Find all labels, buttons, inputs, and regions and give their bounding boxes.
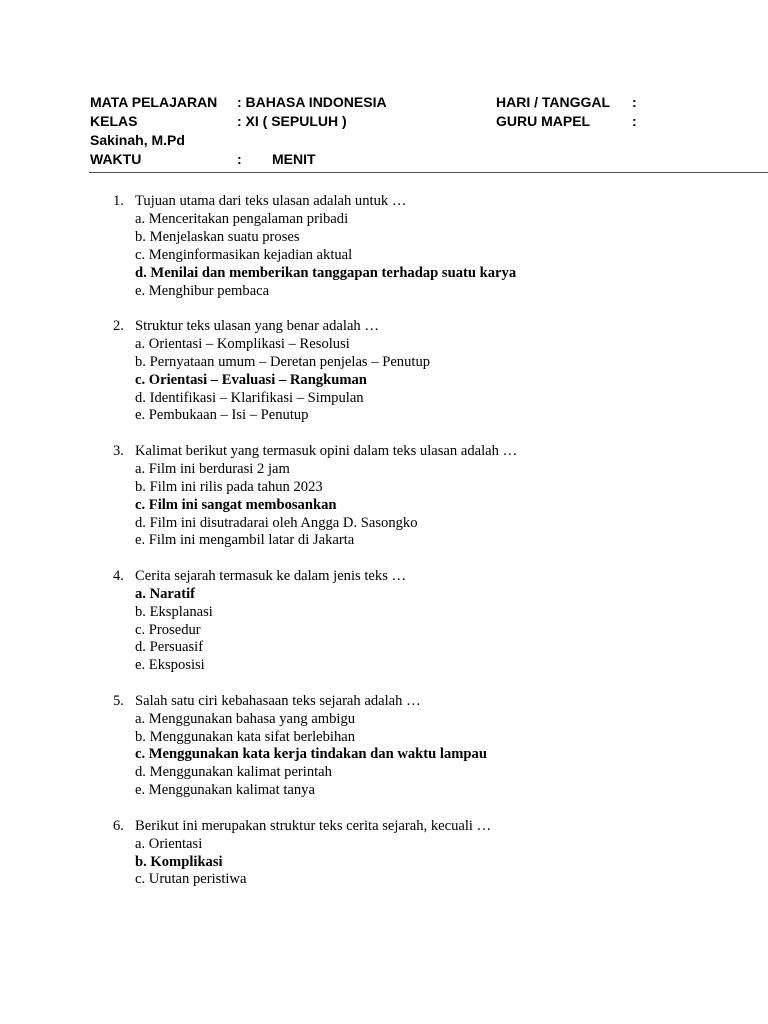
answer-option: e. Film ini mengambil latar di Jakarta	[135, 532, 355, 549]
answer-option: c. Prosedur	[135, 621, 201, 638]
answer-option: b. Menggunakan kata sifat berlebihan	[135, 728, 356, 745]
answer-option-correct: d. Menilai dan memberikan tanggapan terhadap suatu karya	[135, 264, 517, 281]
answer-option: b. Menjelaskan suatu proses	[135, 228, 300, 245]
answer-option: c. Urutan peristiwa	[135, 871, 247, 888]
class-value: : XI ( SEPULUH )	[237, 113, 347, 129]
answer-option: b. Pernyataan umum – Deretan penjelas – Penutup	[135, 353, 431, 370]
answer-option: a. Menggunakan bahasa yang ambigu	[135, 710, 356, 727]
answer-option: d. Film ini disutradarai oleh Angga D. Sasongko	[135, 514, 418, 531]
answer-option: e. Eksposisi	[135, 657, 205, 674]
subject-label: MATA PELAJARAN	[90, 94, 218, 110]
answer-option: b. Film ini rilis pada tahun 2023	[135, 478, 323, 495]
answer-option: e. Pembukaan – Isi – Penutup	[135, 407, 309, 424]
answer-option: a. Film ini berdurasi 2 jam	[135, 460, 290, 477]
question-number: 4.	[113, 567, 124, 584]
question-item	[113, 193, 753, 300]
question-text: Struktur teks ulasan yang benar adalah …	[135, 317, 379, 334]
question-list	[113, 193, 753, 907]
question-text: Salah satu ciri kebahasaan teks sejarah adalah …	[135, 692, 421, 709]
subject-value: : BAHASA INDONESIA	[237, 94, 387, 110]
header-divider	[89, 172, 768, 173]
answer-option-correct: c. Menggunakan kata kerja tindakan dan waktu lampau	[135, 746, 487, 763]
teacher-label: GURU MAPEL	[496, 113, 591, 129]
question-number: 3.	[113, 442, 124, 459]
question-item	[113, 318, 753, 425]
answer-option-correct: b. Komplikasi	[135, 853, 223, 870]
answer-option-correct: c. Orientasi – Evaluasi – Rangkuman	[135, 371, 367, 388]
answer-option: e. Menghibur pembaca	[135, 282, 270, 299]
answer-option: a. Menceritakan pengalaman pribadi	[135, 210, 349, 227]
date-colon: :	[632, 94, 637, 110]
question-text: Kalimat berikut yang termasuk opini dalam teks ulasan adalah …	[135, 442, 518, 459]
question-item	[113, 693, 753, 800]
question-item	[113, 443, 753, 550]
class-label: KELAS	[90, 113, 138, 129]
time-label: WAKTU	[90, 151, 142, 167]
teacher-name: Sakinah, M.Pd	[90, 132, 185, 148]
time-colon: :	[237, 151, 242, 167]
date-label: HARI / TANGGAL	[496, 94, 611, 110]
answer-option: e. Menggunakan kalimat tanya	[135, 782, 315, 799]
answer-option: c. Menginformasikan kejadian aktual	[135, 246, 353, 263]
question-item	[113, 818, 753, 890]
answer-option: b. Eksplanasi	[135, 603, 213, 620]
answer-option: d. Identifikasi – Klarifikasi – Simpulan	[135, 389, 364, 406]
answer-option-correct: a. Naratif	[135, 585, 195, 602]
question-text: Berikut ini merupakan struktur teks cerita sejarah, kecuali …	[135, 817, 492, 834]
answer-option: a. Orientasi – Komplikasi – Resolusi	[135, 335, 350, 352]
question-number: 2.	[113, 317, 124, 334]
answer-option: d. Persuasif	[135, 639, 204, 656]
question-number: 5.	[113, 692, 124, 709]
question-text: Cerita sejarah termasuk ke dalam jenis teks …	[135, 567, 407, 584]
answer-option-correct: c. Film ini sangat membosankan	[135, 496, 337, 513]
question-number: 6.	[113, 817, 124, 834]
teacher-colon: :	[632, 113, 637, 129]
question-text: Tujuan utama dari teks ulasan adalah untuk …	[135, 193, 407, 209]
answer-option: a. Orientasi	[135, 835, 203, 852]
question-item	[113, 568, 753, 675]
time-unit: MENIT	[272, 151, 316, 167]
answer-option: d. Menggunakan kalimat perintah	[135, 764, 332, 781]
question-number: 1.	[113, 193, 124, 209]
